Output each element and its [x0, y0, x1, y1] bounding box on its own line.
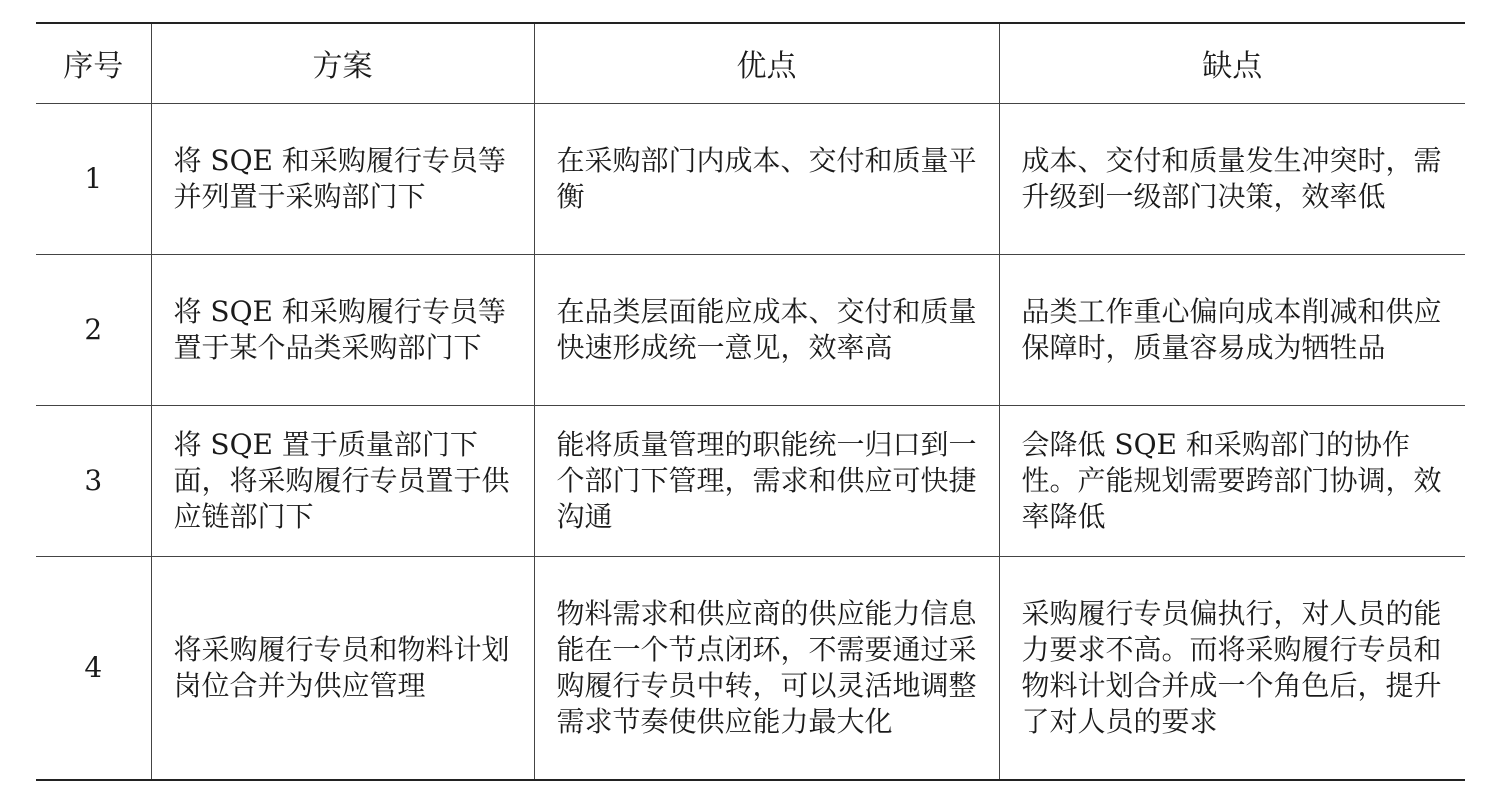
- row-number: 4: [36, 556, 151, 780]
- plan-cell: 将采购履行专员和物料计划岗位合并为供应管理: [151, 556, 534, 780]
- pros-cell: 物料需求和供应商的供应能力信息能在一个节点闭环，不需要通过采购履行专员中转，可以灵活地调整需求节奏使供应能力最大化: [534, 556, 999, 780]
- row-number: 3: [36, 405, 151, 556]
- table-row: [36, 405, 1465, 556]
- table-row: [36, 254, 1465, 405]
- header-no: 序号: [36, 23, 151, 103]
- table-row: [36, 556, 1465, 780]
- pros-cell: 能将质量管理的职能统一归口到一个部门下管理，需求和供应可快捷沟通: [534, 405, 999, 556]
- cons-cell: 采购履行专员偏执行，对人员的能力要求不高。而将采购履行专员和物料计划合并成一个角色后，提升了对人员的要求: [999, 556, 1465, 780]
- plan-cell: 将 SQE 和采购履行专员等并列置于采购部门下: [151, 103, 534, 254]
- header-pros: 优点: [534, 23, 999, 103]
- table-row: [36, 103, 1465, 254]
- row-number: 2: [36, 254, 151, 405]
- cons-cell: 会降低 SQE 和采购部门的协作性。产能规划需要跨部门协调，效率降低: [999, 405, 1465, 556]
- header-cons: 缺点: [999, 23, 1465, 103]
- header-plan: 方案: [151, 23, 534, 103]
- header-row: [36, 23, 1465, 103]
- row-number: 1: [36, 103, 151, 254]
- cons-cell: 成本、交付和质量发生冲突时，需升级到一级部门决策，效率低: [999, 103, 1465, 254]
- comparison-table: [36, 22, 1465, 781]
- plan-cell: 将 SQE 和采购履行专员等置于某个品类采购部门下: [151, 254, 534, 405]
- table-header: [36, 23, 1465, 103]
- plan-cell: 将 SQE 置于质量部门下面，将采购履行专员置于供应链部门下: [151, 405, 534, 556]
- table-body: [36, 103, 1465, 780]
- cons-cell: 品类工作重心偏向成本削减和供应保障时，质量容易成为牺牲品: [999, 254, 1465, 405]
- pros-cell: 在品类层面能应成本、交付和质量快速形成统一意见，效率高: [534, 254, 999, 405]
- pros-cell: 在采购部门内成本、交付和质量平衡: [534, 103, 999, 254]
